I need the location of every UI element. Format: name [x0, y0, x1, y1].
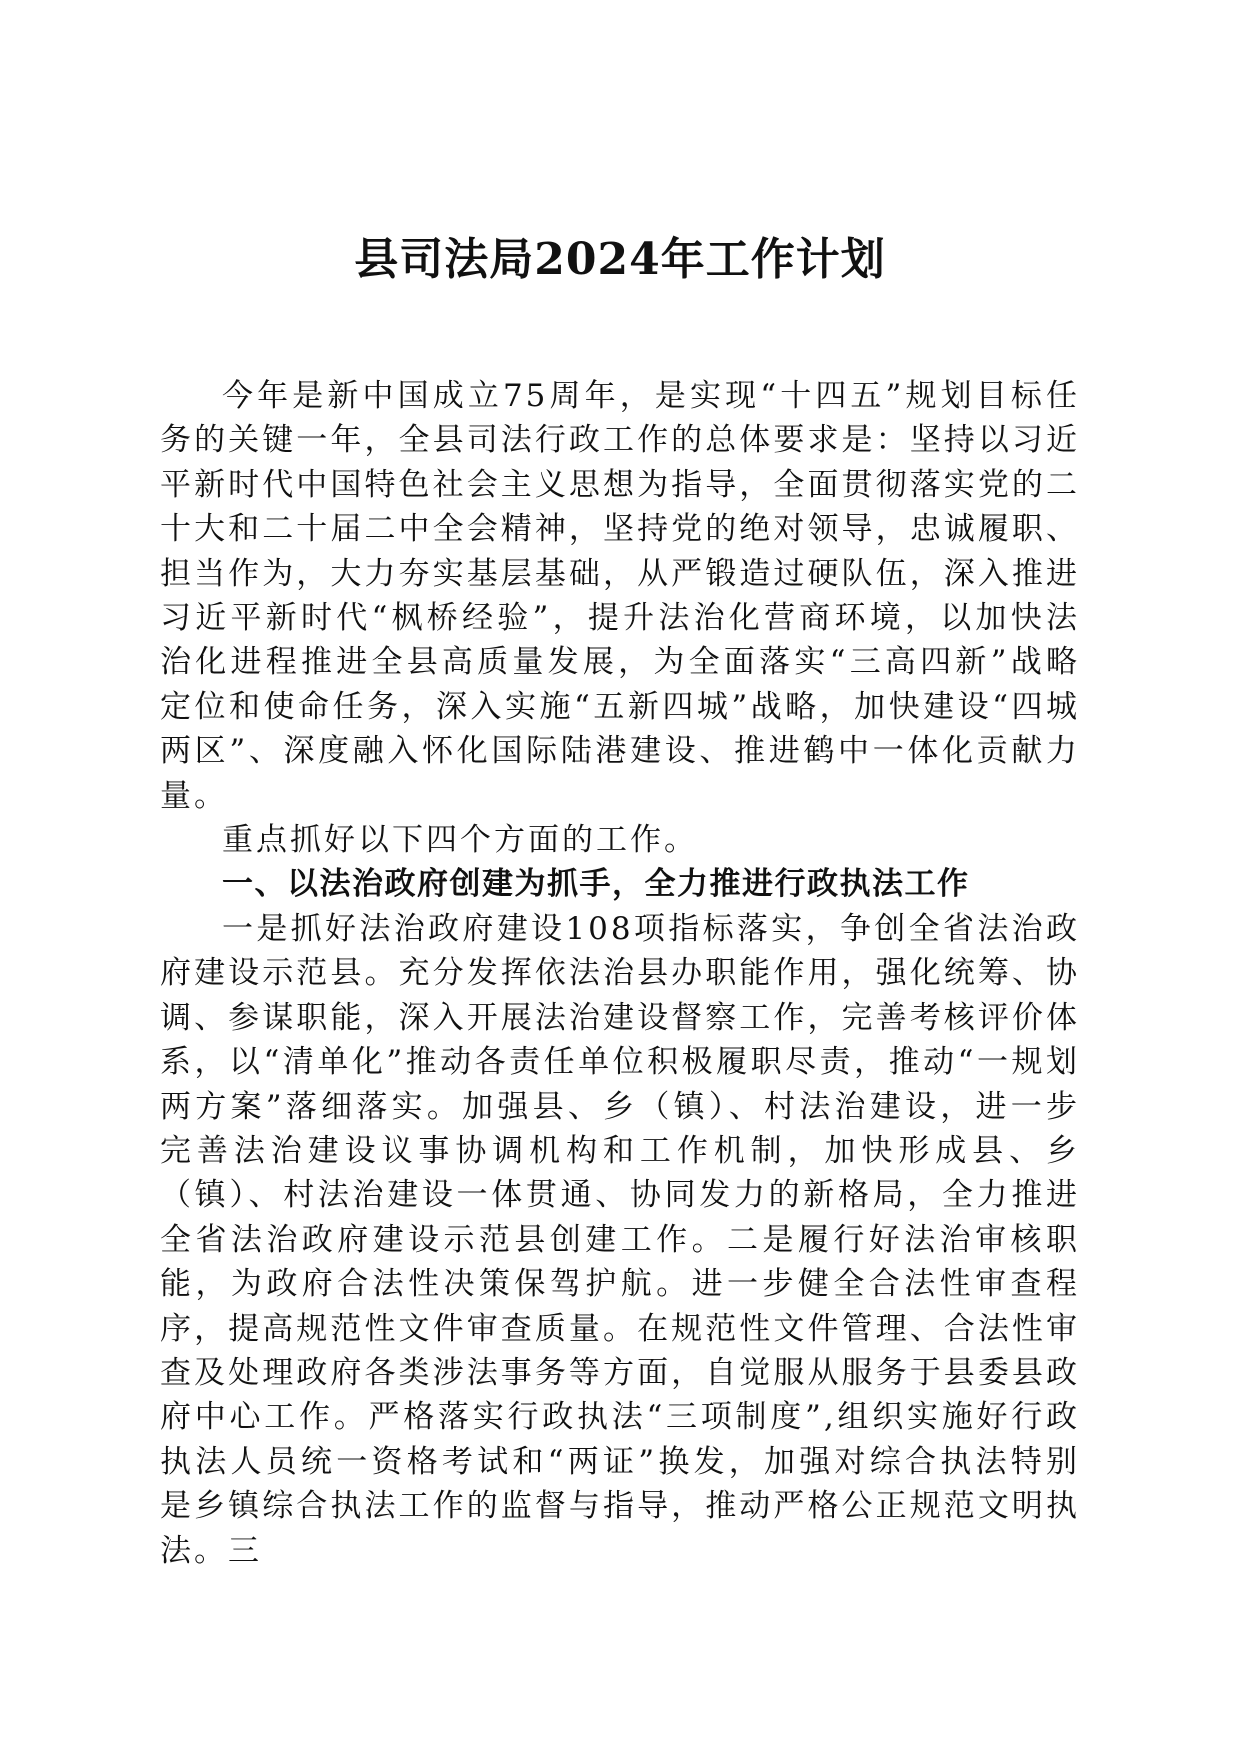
section-heading-1: 一、以法治政府创建为抓手，全力推进行政执法工作 [222, 866, 970, 903]
document-title: 县司法局2024年工作计划 [354, 234, 886, 285]
document-body [160, 374, 1080, 1573]
focus-paragraph: 重点抓好以下四个方面的工作。 [222, 822, 698, 859]
section-1-paragraph: 一是抓好法治政府建设108项指标落实，争创全省法治政府建设示范县。充分发挥依法治县办职能作用，强化统筹、协调、参谋职能，深入开展法治建设督察工作，完善考核评价体系，以“清单化”推动各责任单位积极履职尽责，推动“一规划两方案”落细落实。加强县、乡（镇）、村法治建设，进一步完善法治建设议事协调机构和工作机制，加快形成县、乡（镇）、村法治建设一体贯通、协同发力的新格局，全力推进全省法治政府建设示范县创建工作。二是履行好法治审核职能，为政府合法性决策保驾护航。进一步健全合法性审查程序，提高规范性文件审查质量。在规范性文件管理、合法性审查及处理政府各类涉法事务等方面，自觉服从服务于县委县政府中心工作。严格落实行政执法“三项制度”,组织实施好行政执法人员统一资格考试和“两证”换发，加强对综合执法特别是乡镇综合执法工作的监督与指导，推动严格公正规范文明执法。三 [160, 910, 1080, 1569]
intro-paragraph: 今年是新中国成立75周年，是实现“十四五”规划目标任务的关键一年，全县司法行政工作的总体要求是：坚持以习近平新时代中国特色社会主义思想为指导，全面贯彻落实党的二十大和二十届二中全会精神，坚持党的绝对领导，忠诚履职、担当作为，大力夯实基层基础，从严锻造过硬队伍，深入推进习近平新时代“枫桥经验”，提升法治化营商环境，以加快法治化进程推进全县高质量发展，为全面落实“三高四新”战略定位和使命任务，深入实施“五新四城”战略，加快建设“四城两区”、深度融入怀化国际陆港建设、推进鹤中一体化贡献力量。 [160, 378, 1080, 814]
